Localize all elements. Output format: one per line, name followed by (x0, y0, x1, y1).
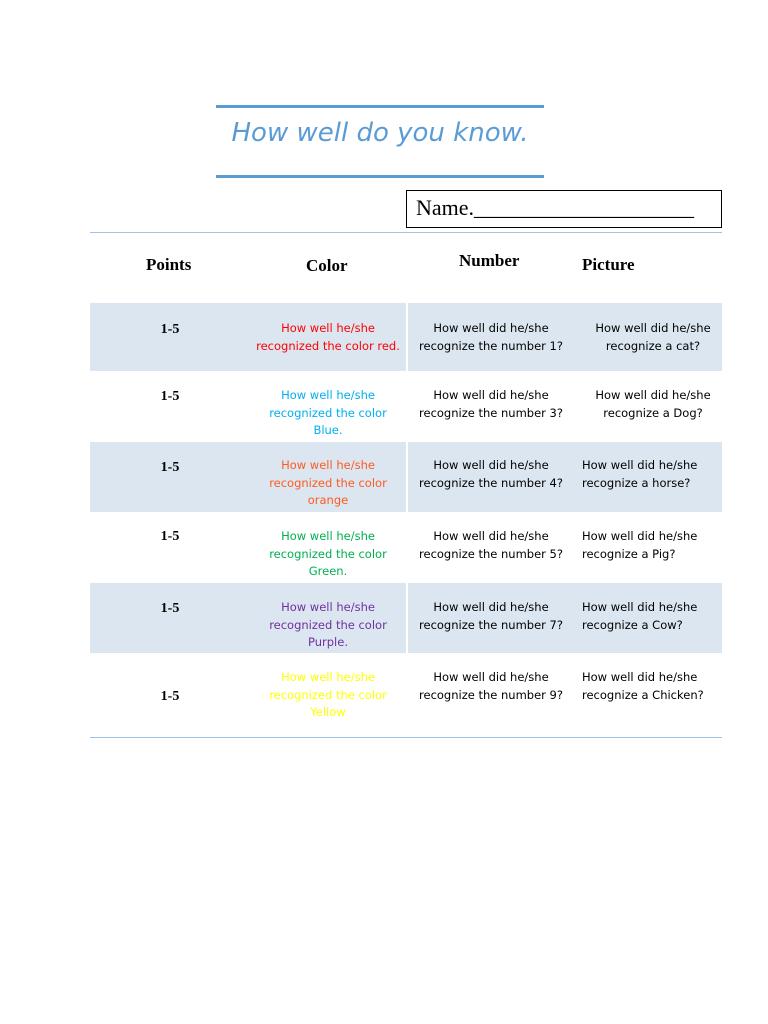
table-row (90, 442, 722, 512)
picture-cell (578, 387, 728, 422)
number-line: recognize the number 1? (419, 338, 563, 353)
points-cell: 1-5 (160, 689, 180, 704)
number-line: recognize the number 9? (419, 687, 563, 702)
points-cell: 1-5 (160, 601, 180, 616)
table-bottom-rule (90, 737, 722, 738)
color-line: How well he/she (281, 458, 375, 472)
table-top-rule (90, 232, 722, 233)
picture-line: How well did he/she (595, 321, 711, 335)
picture-cell (582, 669, 732, 704)
number-cell (416, 528, 566, 563)
picture-line: recognize a Pig? (582, 546, 676, 561)
color-line: Purple. (308, 635, 348, 649)
number-line: How well did he/she (433, 529, 549, 543)
row-divider (406, 303, 408, 371)
number-line: recognize the number 7? (419, 617, 563, 632)
color-line: How well he/she (281, 600, 375, 614)
color-cell (250, 320, 406, 355)
color-cell (250, 457, 406, 510)
number-line: How well did he/she (433, 600, 549, 614)
table-row (90, 303, 722, 371)
number-line: recognize the number 3? (419, 405, 563, 420)
number-line: How well did he/she (433, 388, 549, 402)
title-bottom-rule (216, 175, 544, 178)
table-row (90, 371, 722, 442)
number-line: How well did he/she (433, 458, 549, 472)
picture-line: recognize a cat? (605, 338, 701, 353)
color-line: recognized the color (269, 405, 387, 420)
page-title: How well do you know. (231, 118, 529, 148)
number-cell (416, 387, 566, 422)
number-line: How well did he/she (433, 321, 549, 335)
number-cell (416, 320, 566, 355)
color-cell (250, 528, 406, 581)
color-line: Green. (308, 564, 348, 578)
header-color: Color (306, 256, 348, 275)
name-field[interactable]: Name.____________________ (406, 190, 722, 228)
color-line: How well he/she (281, 529, 375, 543)
header-picture: Picture (582, 255, 635, 274)
color-line: recognized the color red. (256, 338, 400, 353)
color-line: How well he/she (281, 388, 375, 402)
number-cell (416, 599, 566, 634)
picture-line: recognize a Chicken? (582, 687, 704, 702)
points-cell: 1-5 (160, 389, 180, 404)
color-line: recognized the color (269, 546, 387, 561)
picture-line: How well did he/she (582, 458, 698, 472)
picture-line: How well did he/she (582, 670, 698, 684)
row-divider (406, 583, 408, 653)
color-line: Blue. (313, 423, 343, 437)
number-line: recognize the number 5? (419, 546, 563, 561)
color-line: orange (307, 493, 349, 507)
table-row (90, 653, 722, 737)
picture-line: recognize a horse? (582, 475, 691, 490)
points-cell: 1-5 (160, 322, 180, 337)
number-cell (416, 457, 566, 492)
picture-cell (582, 599, 732, 634)
color-line: recognized the color (269, 617, 387, 632)
picture-line: recognize a Cow? (582, 617, 683, 632)
header-points: Points (146, 255, 192, 274)
color-line: recognized the color (269, 687, 387, 702)
color-line: How well he/she (281, 321, 375, 335)
header-number: Number (459, 251, 520, 270)
number-line: recognize the number 4? (419, 475, 563, 490)
picture-cell (582, 528, 732, 563)
picture-line: How well did he/she (582, 529, 698, 543)
table-row (90, 583, 722, 653)
picture-line: How well did he/she (595, 388, 711, 402)
color-line: How well he/she (281, 670, 375, 684)
color-line: Yellow (310, 705, 346, 719)
title-top-rule (216, 105, 544, 108)
points-cell: 1-5 (160, 460, 180, 475)
table-row (90, 512, 722, 583)
color-cell (250, 599, 406, 652)
picture-line: How well did he/she (582, 600, 698, 614)
color-line: recognized the color (269, 475, 387, 490)
color-cell (250, 669, 406, 722)
color-cell (250, 387, 406, 440)
number-cell (416, 669, 566, 704)
picture-line: recognize a Dog? (603, 405, 703, 420)
number-line: How well did he/she (433, 670, 549, 684)
row-divider (406, 442, 408, 512)
points-cell: 1-5 (160, 529, 180, 544)
picture-cell (582, 457, 732, 492)
picture-cell (578, 320, 728, 355)
